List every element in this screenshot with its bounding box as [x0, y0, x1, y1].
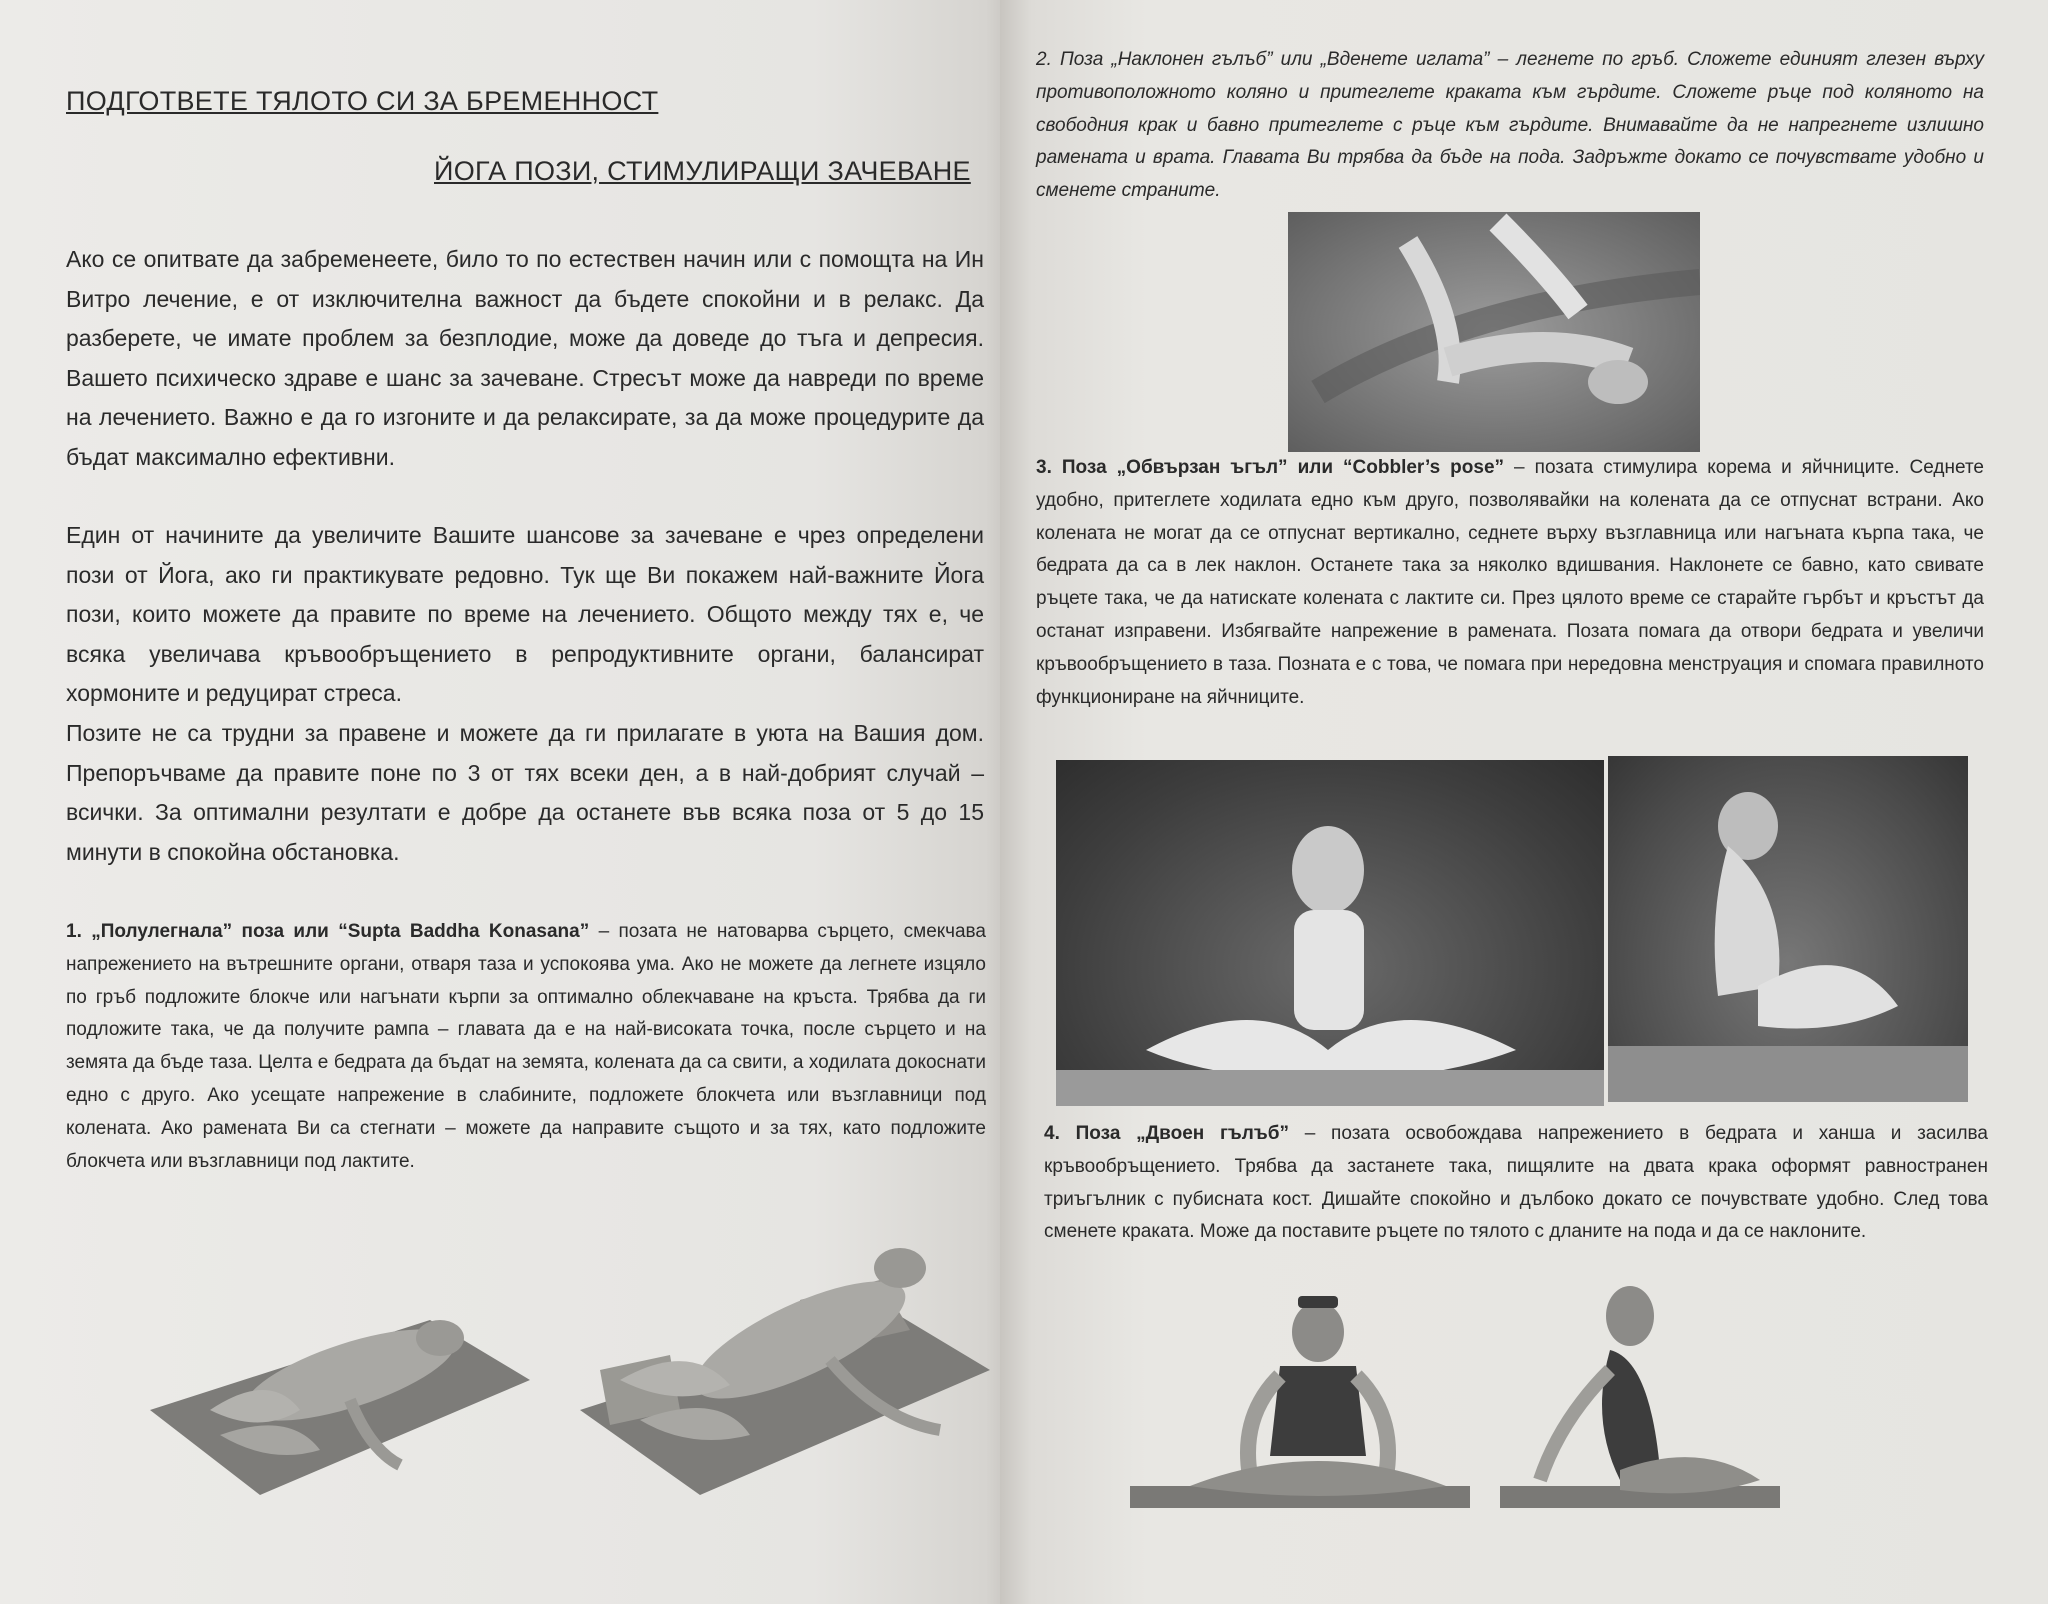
pose-3-description [1036, 452, 1984, 714]
threading-the-needle-photo [1288, 212, 1700, 452]
supta-baddha-konasana-illustration-2 [580, 1220, 990, 1500]
pose-4-heading: 4. Поза „Двоен гълъб” [1044, 1123, 1289, 1144]
intro-paragraph-2: Един от начините да увеличите Вашите шансове за зачеване е чрез определени пози от Йога, ако ги практикувате редовно. Тук ще Ви покажем най-важните Йога пози, които можете да правите по време на лечението. Общото между тях е, че всяка увеличава кръвообръщението в репродуктивните органи, балансират хормоните и редуцират стреса. [66, 522, 984, 707]
pose-4-text: – позата освобождава напрежението в бедрата и ханша и засилва кръвообръщението. Трябва да застанете така, пищялите на двата крака оформят равностранен триъгълник с пубисната кост. Дишайте спокойно и дълбоко докато се почувствате удобно. След това сменете краката. Може да поставите ръцете по тялото с дланите на пода и да се наклоните. [1044, 1123, 1988, 1243]
left-page [0, 0, 1016, 1604]
right-page [1000, 0, 2048, 1604]
double-pigeon-illustration-1 [1130, 1286, 1470, 1522]
pose-1-description [66, 916, 986, 1178]
pose-1-heading: 1. „Полулегнала” поза или “Supta Baddha Konasana” [66, 921, 590, 942]
cobblers-pose-side-photo [1608, 756, 1968, 1102]
intro-paragraph-1: Ако се опитвате да забременеете, било то по естествен начин или с помощта на Ин Витро лечение, е от изключителна важност да бъдете спокойни и в релакс. Да разберете, че имате проблем за безплодие, може да доведе до тъга и депресия. Вашето психическо здраве е шанс за зачеване. Стресът може да навреди по време на лечението. Важно е да го изгоните и да релаксирате, за да може процедурите да бъдат максимално ефективни. [66, 246, 984, 470]
section-subtitle: ЙОГА ПОЗИ, СТИМУЛИРАЩИ ЗАЧЕВАНЕ [434, 156, 971, 186]
pose-3-text: – позата стимулира корема и яйчниците. Седнете удобно, притеглете ходилата едно към друго, позволявайки на колената да се отпуснат встрани. Ако колената не могат да се отпуснат вертикално, седнете върху възглавница или нагъната кърпа така, че бедрата да са в лек наклон. Останете така за няколко вдишвания. Наклонете се бавно, като свивате ръцете така, че да натискате колената с лактите си. През цялото време се старайте гърбът и кръстът да останат изправени. Избягвайте напрежение в рамената. Позата помага да отвори бедрата и увеличи кръвообръщението в таза. Позната е с това, че помага при нередовна менструация и спомага правилното функциониране на яйчниците. [1036, 457, 1984, 708]
double-pigeon-illustration-2 [1480, 1270, 1780, 1522]
supta-baddha-konasana-illustration-1 [150, 1260, 530, 1500]
pose-3-heading: 3. Поза „Обвързан ъгъл” или “Cobbler’s pose” [1036, 457, 1505, 478]
pose-2-description: 2. Поза „Наклонен гълъб” или „Вденете иглата” – легнете по гръб. Сложете единият глезен върху противоположното коляно и притеглете краката към гърдите. Сложете ръце под коляното на свободния крак и бавно притеглете с ръце към гърдите. Внимавайте да не напрегнете излишно рамената и врата. Главата Ви трябва да бъде на пода. Задръжте докато се почувствате удобно и сменете страните. [1036, 49, 1984, 202]
intro-paragraph-3: Позите не са трудни за правене и можете да ги прилагате в уюта на Вашия дом. Препоръчваме да правите поне по 3 от тях всеки ден, а в най-добрият случай – всички. За оптимални резултати е добре да останете във всяка поза от 5 до 15 минути в спокойна обстановка. [66, 720, 984, 865]
pose-1-text: – позата не натоварва сърцето, смекчава напрежението на вътрешните органи, отваря таза и успокоява ума. Ако не можете да легнете изцяло по гръб подложите блокче или нагънати кърпи за оптимално облекчаване на кръста. Трябва да ги подложите така, че да получите рампа – главата да е на най-високата точка, после сърцето и на земята да бъде таза. Целта е бедрата да бъдат на земята, колената да са свити, а ходилата докоснати едно с друго. Ако усещате напрежение в слабините, подложете блокчета или възглавници под колената. Ако рамената Ви са стегнати – можете да направите същото и за тях, като подложите блокчета или възглавници под лактите. [66, 921, 986, 1172]
main-title: ПОДГОТВЕТЕ ТЯЛОТО СИ ЗА БРЕМЕННОСТ [66, 86, 659, 116]
cobblers-pose-front-photo [1056, 760, 1604, 1106]
pose-4-description [1044, 1118, 1988, 1249]
